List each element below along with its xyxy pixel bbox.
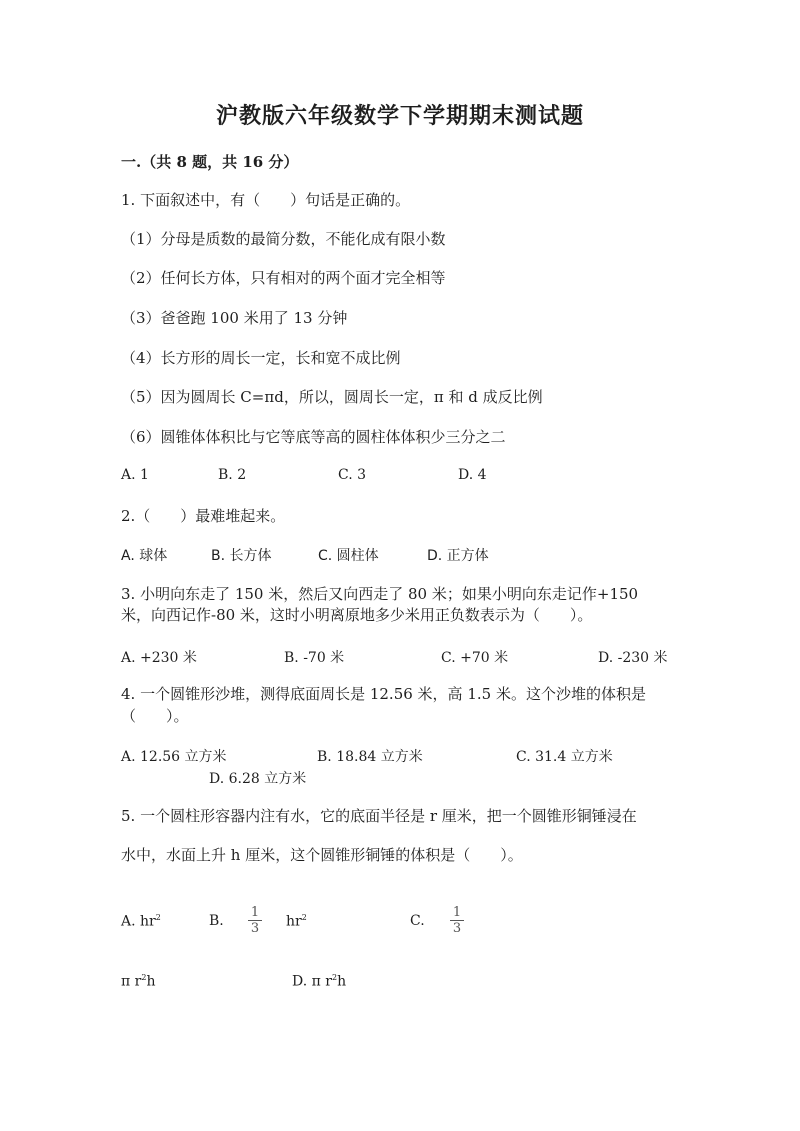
question-1-stem: 1. 下面叙述中，有（ ）句话是正确的。 bbox=[121, 191, 411, 209]
question-3-option-d[interactable]: D. -230 米 bbox=[598, 650, 668, 666]
question-1-item-3: （3）爸爸跑 100 米用了 13 分钟 bbox=[121, 309, 348, 327]
option-c-h: h bbox=[146, 973, 156, 990]
fraction-numerator: 1 bbox=[450, 906, 464, 921]
question-1-option-b[interactable]: B. 2 bbox=[218, 467, 247, 483]
question-3-option-b[interactable]: B. -70 米 bbox=[284, 650, 345, 666]
question-2-option-d[interactable]: D. 正方体 bbox=[427, 548, 489, 564]
question-1-item-5: （5）因为圆周长 C=πd，所以，圆周长一定，π 和 d 成反比例 bbox=[121, 388, 543, 406]
superscript-2: 2 bbox=[155, 913, 161, 922]
option-b-text: hr bbox=[286, 913, 302, 930]
fraction-denominator: 3 bbox=[452, 921, 462, 936]
question-1-option-a[interactable]: A. 1 bbox=[121, 467, 149, 483]
question-1-item-1: （1）分母是质数的最简分数，不能化成有限小数 bbox=[121, 230, 446, 248]
question-4-option-d[interactable]: D. 6.28 立方米 bbox=[209, 771, 307, 787]
option-c-text: π r bbox=[121, 973, 142, 990]
question-1-item-4: （4）长方形的周长一定，长和宽不成比例 bbox=[121, 349, 401, 367]
question-3-option-a[interactable]: A. +230 米 bbox=[121, 650, 197, 666]
question-1-option-d[interactable]: D. 4 bbox=[458, 467, 487, 483]
page-title: 沪教版六年级数学下学期期末测试题 bbox=[215, 103, 584, 129]
option-d-h: h bbox=[337, 973, 347, 990]
question-5-stem-line-1: 5. 一个圆柱形容器内注有水，它的底面半径是 r 厘米，把一个圆锥形铜锤浸在 bbox=[121, 807, 637, 825]
fraction-one-third-b bbox=[248, 906, 262, 936]
fraction-one-third-c bbox=[450, 906, 464, 936]
superscript-2: 2 bbox=[331, 973, 338, 982]
superscript-2: 2 bbox=[301, 913, 307, 922]
question-4-option-a[interactable]: A. 12.56 立方米 bbox=[121, 749, 227, 765]
question-3-option-c[interactable]: C. +70 米 bbox=[441, 650, 509, 666]
question-5-option-b-label[interactable]: B. bbox=[209, 913, 224, 929]
question-5-option-b-expression bbox=[286, 913, 307, 930]
question-1-option-c[interactable]: C. 3 bbox=[338, 467, 367, 483]
question-5-option-a[interactable] bbox=[121, 913, 161, 930]
question-3-stem-line-2: 米，向西记作-80 米，这时小明离原地多少米用正负数表示为（ ）。 bbox=[121, 606, 593, 624]
option-d-text: D. π r bbox=[292, 973, 332, 990]
question-2-option-b[interactable]: B. 长方体 bbox=[211, 548, 272, 564]
section-heading: 一.（共 8 题，共 16 分） bbox=[121, 153, 299, 171]
question-4-stem-line-2: （ ）。 bbox=[121, 707, 189, 725]
question-5-option-c-label[interactable]: C. bbox=[410, 913, 425, 929]
question-5-option-d[interactable] bbox=[292, 973, 346, 990]
question-2-option-c[interactable]: C. 圆柱体 bbox=[318, 548, 379, 564]
question-3-stem-line-1: 3. 小明向东走了 150 米，然后又向西走了 80 米；如果小明向东走记作+150 bbox=[121, 585, 639, 603]
question-4-option-c[interactable]: C. 31.4 立方米 bbox=[516, 749, 613, 765]
option-a-text: A. hr bbox=[121, 913, 156, 930]
fraction-numerator: 1 bbox=[248, 906, 262, 921]
question-2-stem: 2.（ ）最难堆起来。 bbox=[121, 507, 286, 525]
question-5-option-c-continuation bbox=[121, 973, 155, 990]
question-4-stem-line-1: 4. 一个圆锥形沙堆，测得底面周长是 12.56 米，高 1.5 米。这个沙堆的体积是 bbox=[121, 685, 646, 703]
question-5-stem-line-2: 水中，水面上升 h 厘米，这个圆锥形铜锤的体积是（ ）。 bbox=[121, 846, 523, 864]
question-1-item-2: （2）任何长方体，只有相对的两个面才完全相等 bbox=[121, 269, 446, 287]
superscript-2: 2 bbox=[141, 973, 147, 982]
question-1-item-6: （6）圆锥体体积比与它等底等高的圆柱体体积少三分之二 bbox=[121, 428, 506, 446]
fraction-denominator: 3 bbox=[250, 921, 260, 936]
question-2-option-a[interactable]: A. 球体 bbox=[121, 548, 168, 564]
question-4-option-b[interactable]: B. 18.84 立方米 bbox=[317, 749, 423, 765]
